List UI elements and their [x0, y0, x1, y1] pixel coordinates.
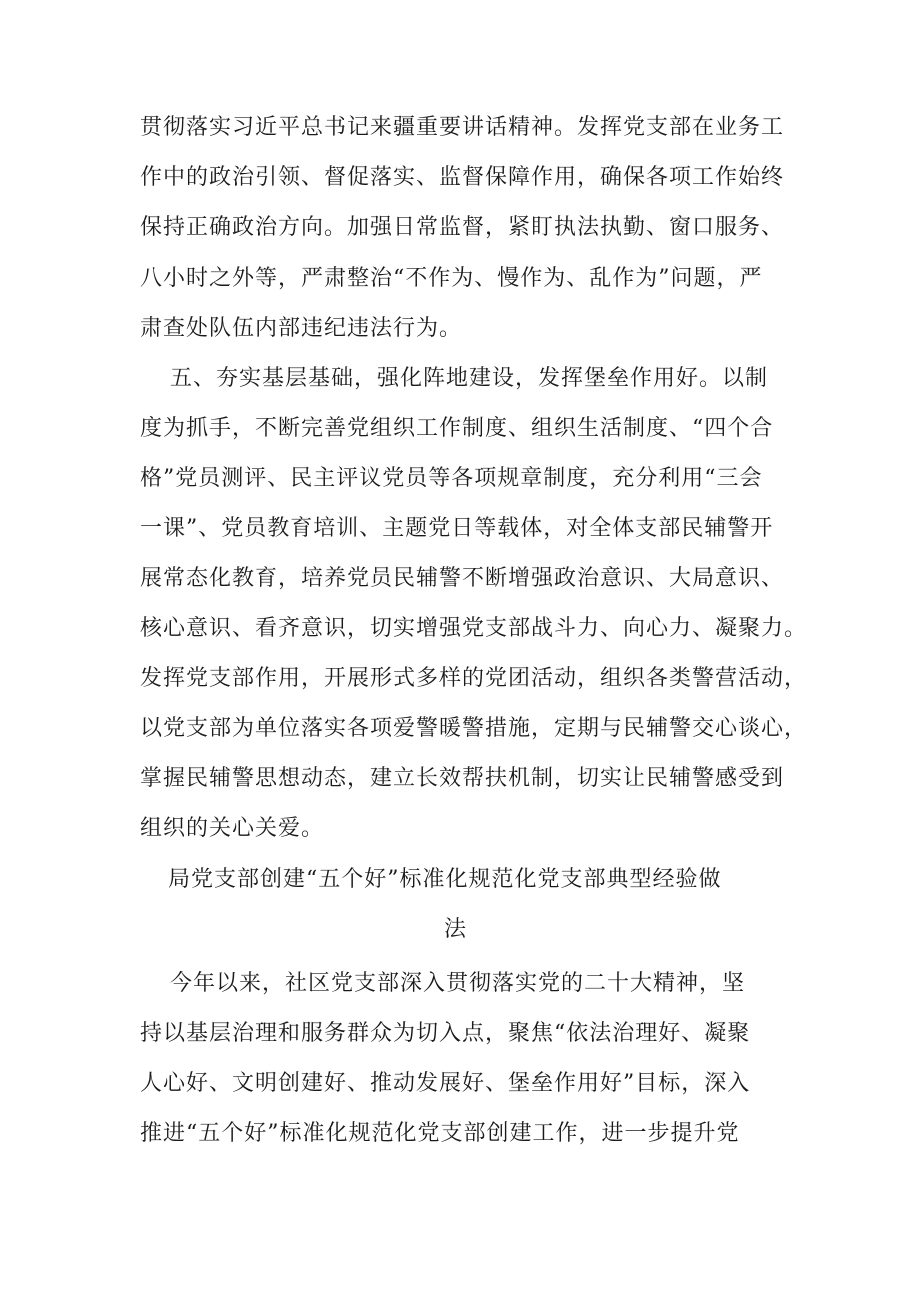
paragraph-line: 人心好、文明创建好、推动发展好、堡垒作用好”目标，深入	[140, 1071, 751, 1096]
paragraph-line: 核心意识、看齐意识，切实增强党支部战斗力、向心力、凝聚力。	[140, 616, 808, 641]
article-title-line: 法	[444, 917, 468, 942]
paragraph-line: 八小时之外等，严肃整治“不作为、慢作为、乱作为”问题，严	[140, 266, 763, 291]
paragraph-line: 组织的关心关爱。	[140, 816, 325, 841]
paragraph-line: 推进“五个好”标准化规范化党支部创建工作，进一步提升党	[140, 1121, 740, 1146]
paragraph-line: 肃查处队伍内部违纪违法行为。	[140, 316, 463, 341]
paragraph-line: 持以基层治理和服务群众为切入点，聚焦“依法治理好、凝聚	[140, 1021, 751, 1046]
paragraph-line: 以党支部为单位落实各项爱警暖警措施，定期与民辅警交心谈心，	[140, 716, 808, 741]
paragraph-line: 作中的政治引领、督促落实、监督保障作用，确保各项工作始终	[140, 165, 785, 190]
paragraph-line: 展常态化教育，培养党员民辅警不断增强政治意识、大局意识、	[140, 566, 785, 591]
paragraph-line: 贯彻落实习近平总书记来疆重要讲话精神。发挥党支部在业务工	[140, 115, 785, 140]
paragraph-line: 五、夯实基层基础，强化阵地建设，发挥堡垒作用好。以制	[170, 366, 769, 391]
paragraph-line: 今年以来，社区党支部深入贯彻落实党的二十大精神，坚	[170, 971, 746, 996]
paragraph-line: 一课”、党员教育培训、主题党日等载体，对全体支部民辅警开	[140, 516, 774, 541]
paragraph-line: 保持正确政治方向。加强日常监督，紧盯执法执勤、窗口服务、	[140, 215, 785, 240]
paragraph-line: 发挥党支部作用，开展形式多样的党团活动，组织各类警营活动，	[140, 666, 808, 691]
paragraph-line: 度为抓手，不断完善党组织工作制度、组织生活制度、“四个合	[140, 416, 774, 441]
paragraph-line: 掌握民辅警思想动态，建立长效帮扶机制，切实让民辅警感受到	[140, 766, 785, 791]
article-title-line: 局党支部创建“五个好”标准化规范化党支部典型经验做	[168, 867, 722, 892]
paragraph-line: 格”党员测评、民主评议党员等各项规章制度，充分利用“三会	[140, 466, 763, 491]
